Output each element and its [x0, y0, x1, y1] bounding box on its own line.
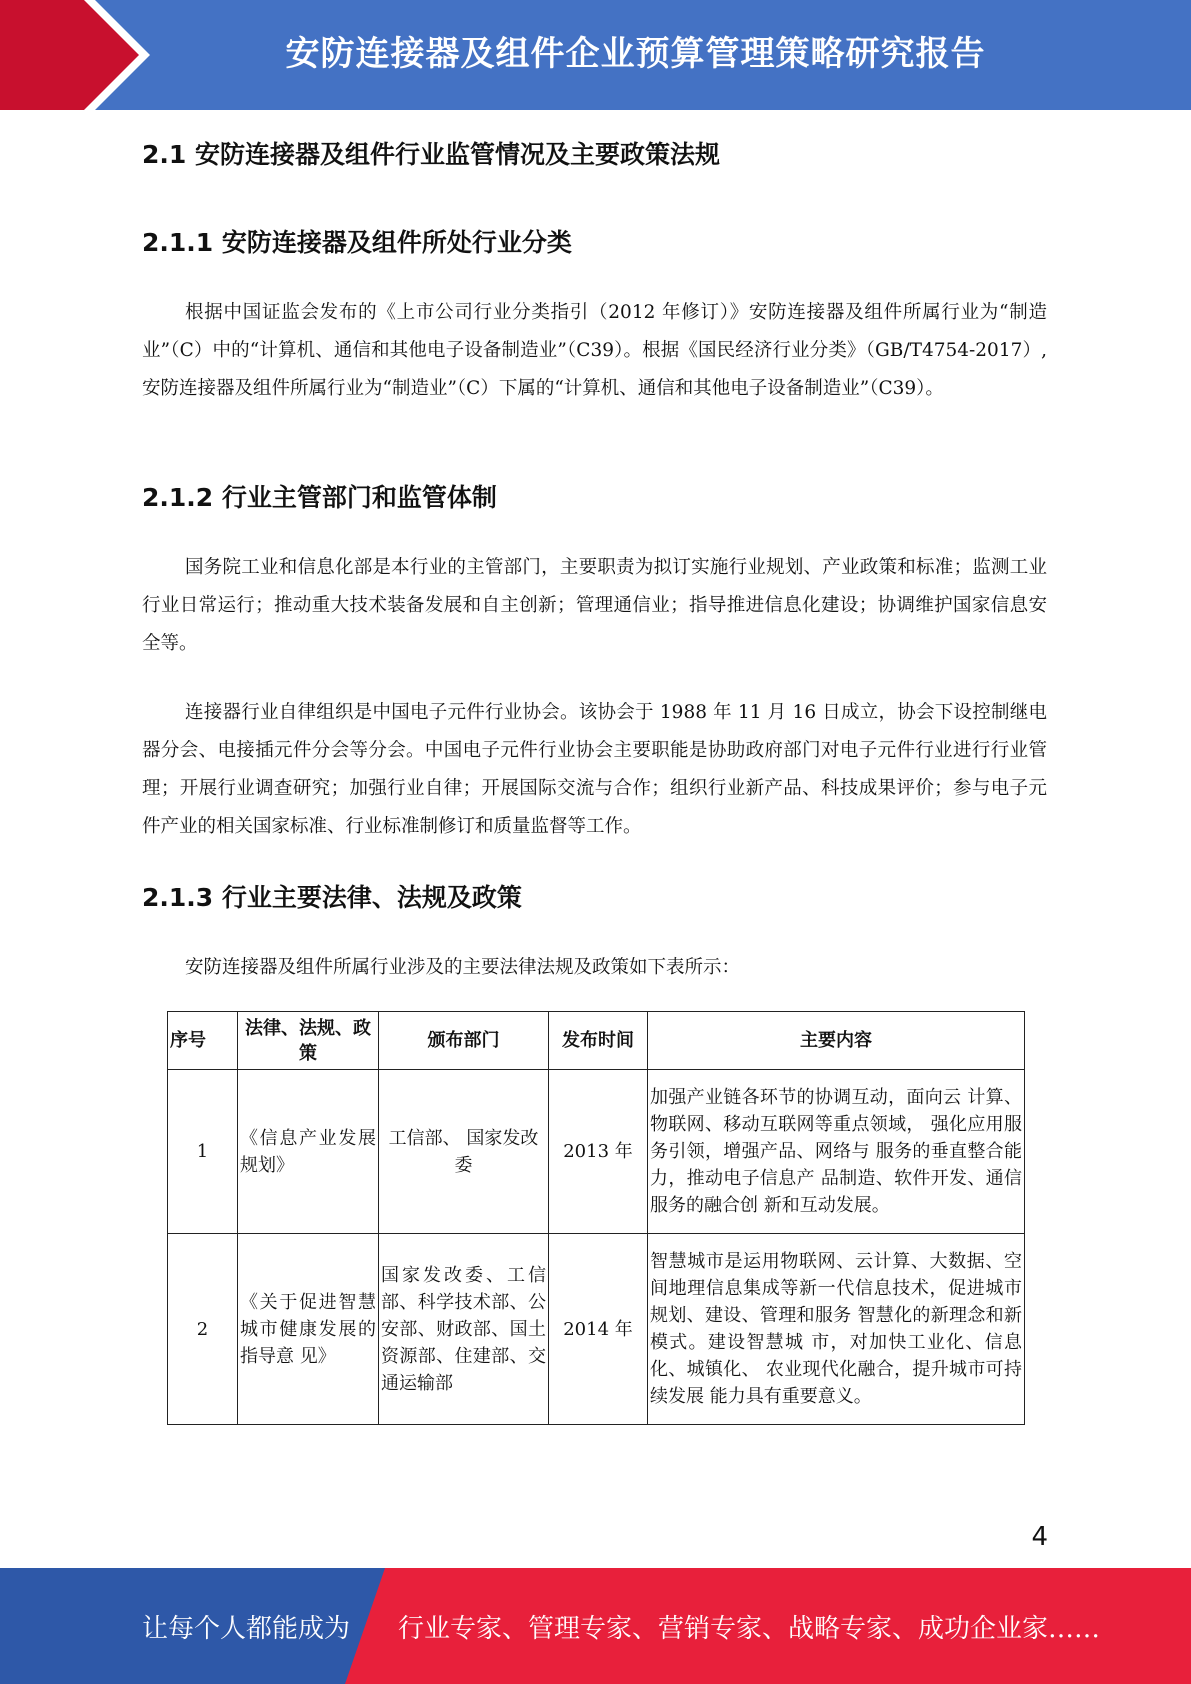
- paragraph-table-intro: 安防连接器及组件所属行业涉及的主要法律法规及政策如下表所示：: [185, 957, 741, 978]
- page-number: 4: [1031, 1522, 1048, 1552]
- table-cell-index: 2: [168, 1234, 238, 1425]
- paragraph-regulator: 国务院工业和信息化部是本行业的主管部门，主要职责为拟订实施行业规划、产业政策和标准；监测工业行业日常运行；推动重大技术装备发展和自主创新；管理通信业；指导推进信息化建设；协调维护国家信息安全等。: [142, 557, 1047, 654]
- table-cell-law: 《关于促进智慧城市健康发展的指导意 见》: [238, 1234, 379, 1425]
- table-cell-content: 加强产业链各环节的协调互动，面向云 计算、物联网、移动互联网等重点领域， 强化应用服务引领，增强产品、网络与 服务的垂直整合能力，推动电子信息产 品制造、软件开发、通信服务的融合创 新和互动发展。: [648, 1070, 1025, 1234]
- column-header-law: 法律、法规、政策: [238, 1012, 379, 1070]
- table-cell-index: 1: [168, 1070, 238, 1234]
- paragraph-self-regulatory-org: 连接器行业自律组织是中国电子元件行业协会。该协会于 1988 年 11 月 16 日成立，协会下设控制继电器分会、电接插元件分会等分会。中国电子元件行业协会主要职能是协助政府部门对电子元件行业进行行业管理；开展行业调查研究；加强行业自律；开展国际交流与合作；组织行业新产品、科技成果评价；参与电子元件产业的相关国家标准、行业标准制修订和质量监督等工作。: [142, 702, 1047, 837]
- section-heading-2-1-3: 2.1.3 行业主要法律、法规及政策: [142, 883, 522, 912]
- footer-slogan-right: 行业专家、管理专家、营销专家、战略专家、成功企业家……: [398, 1614, 1101, 1644]
- table-row: [168, 1234, 1025, 1425]
- column-header-index: 序号: [168, 1012, 238, 1070]
- table-cell-department: 国家发改委、工信部、科学技术部、公安部、财政部、国土资源部、住建部、交通运输部: [379, 1234, 549, 1425]
- table-cell-law: 《信息产业发展规划》: [238, 1070, 379, 1234]
- section-heading-2-1-2: 2.1.2 行业主管部门和监管体制: [142, 483, 497, 512]
- table-row: [168, 1070, 1025, 1234]
- footer-banner: [0, 1568, 1191, 1684]
- section-heading-2-1: 2.1 安防连接器及组件行业监管情况及主要政策法规: [142, 140, 720, 169]
- table-cell-date: 2014 年: [549, 1234, 648, 1425]
- laws-policies-table: [167, 1011, 1025, 1425]
- document-title: 安防连接器及组件企业预算管理策略研究报告: [285, 34, 986, 74]
- table-header-row: [168, 1012, 1025, 1070]
- column-header-content: 主要内容: [648, 1012, 1025, 1070]
- footer-slogan-left: 让每个人都能成为: [142, 1614, 351, 1644]
- column-header-department: 颁布部门: [379, 1012, 549, 1070]
- table-cell-content: 智慧城市是运用物联网、云计算、大数据、空间地理信息集成等新一代信息技术，促进城市规划、建设、管理和服务 智慧化的新理念和新模式。建设智慧城 市，对加快工业化、信息化、城镇化、 农业现代化融合，提升城市可持续发展 能力具有重要意义。: [648, 1234, 1025, 1425]
- table-cell-department: 工信部、 国家发改委: [379, 1070, 549, 1234]
- section-heading-2-1-1: 2.1.1 安防连接器及组件所处行业分类: [142, 228, 572, 257]
- paragraph-industry-classification: 根据中国证监会发布的《上市公司行业分类指引（2012 年修订）》安防连接器及组件所属行业为“制造业”（C）中的“计算机、通信和其他电子设备制造业”（C39）。根据《国民经济行业分类》（GB/T4754-2017）,安防连接器及组件所属行业为“制造业”（C）下属的“计算机、通信和其他电子设备制造业”（C39）。: [142, 302, 1047, 399]
- column-header-date: 发布时间: [549, 1012, 648, 1070]
- table-cell-date: 2013 年: [549, 1070, 648, 1234]
- header-banner: [0, 0, 1191, 110]
